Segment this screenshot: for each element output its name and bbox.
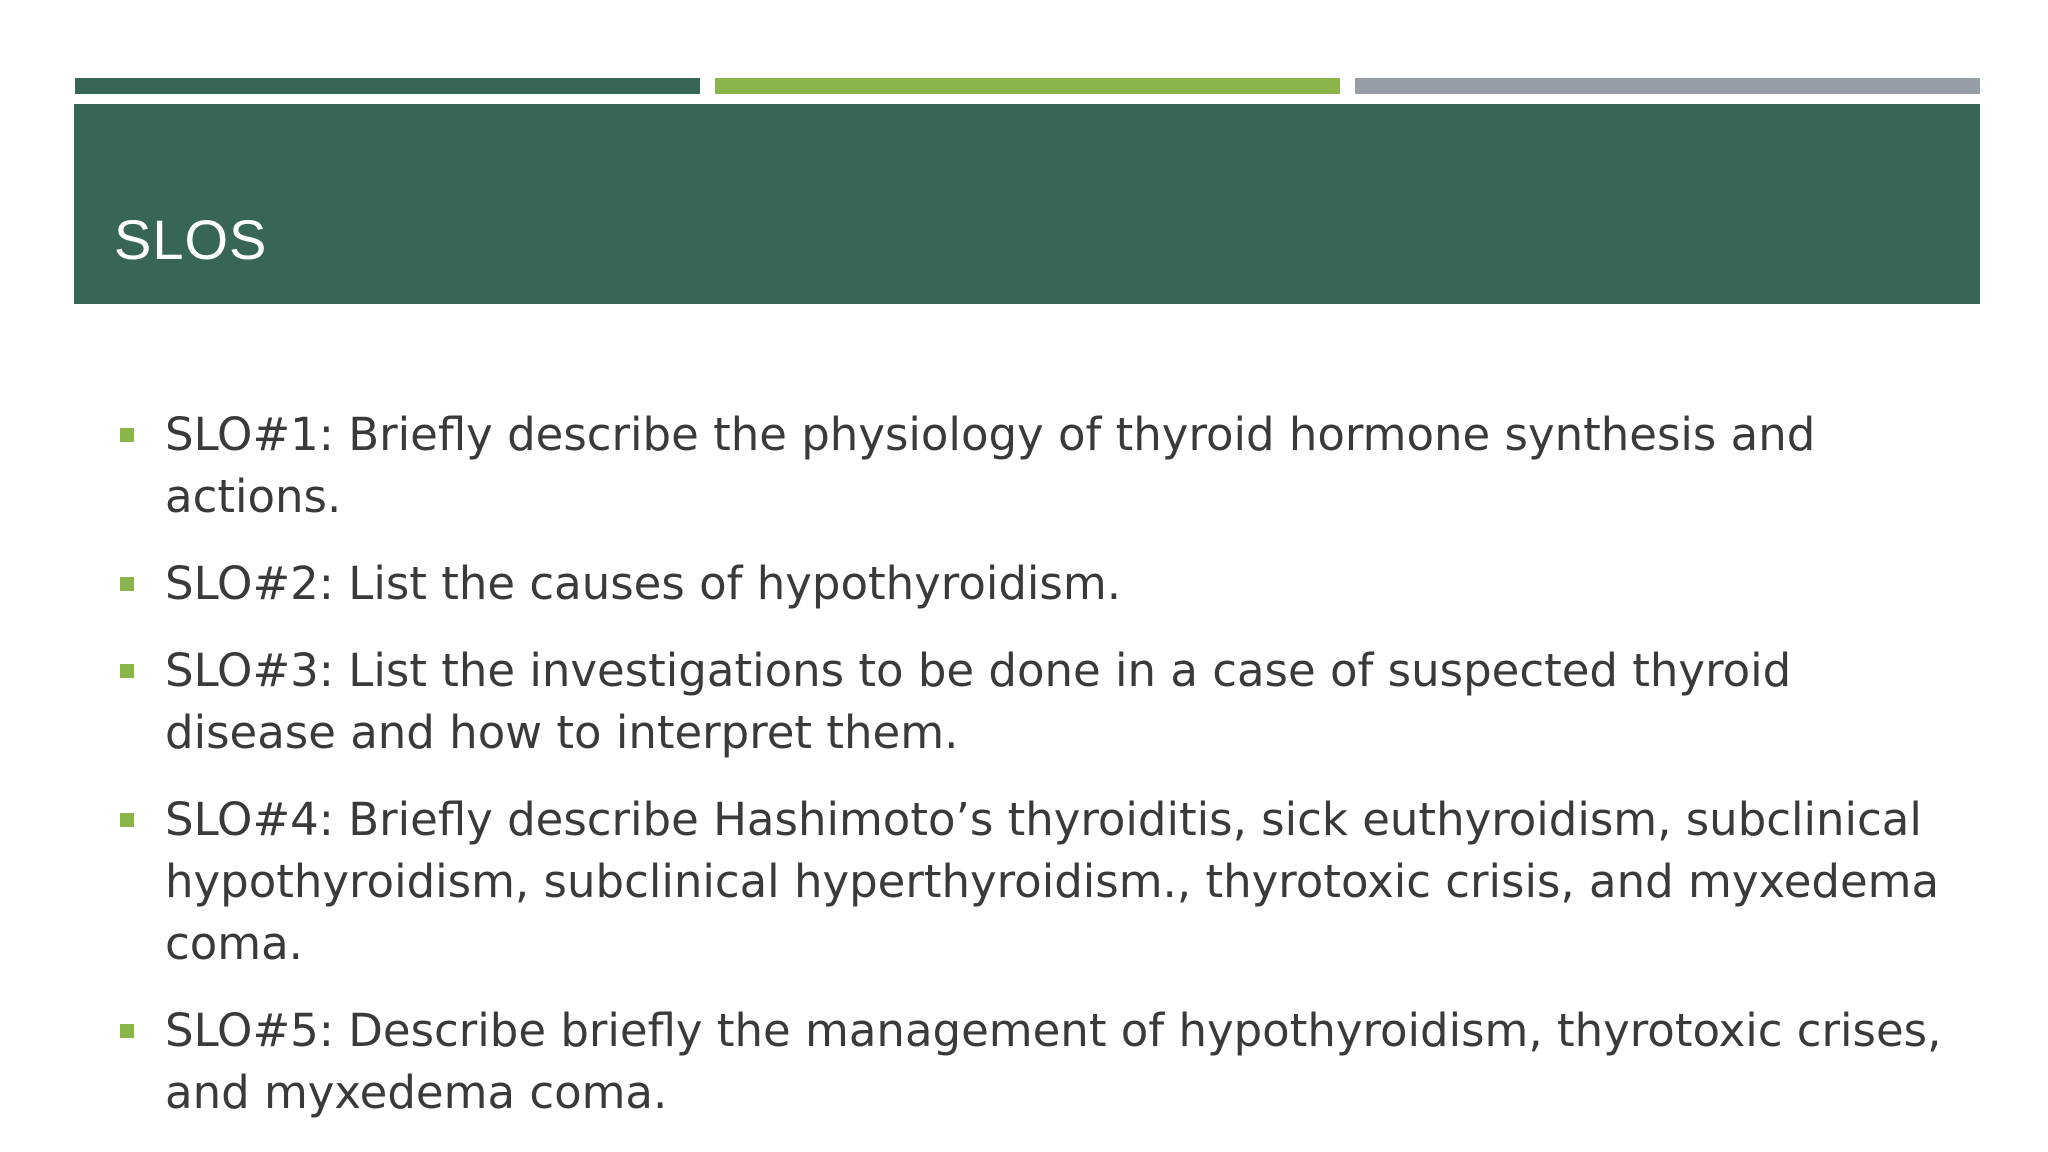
slide-title: SLOS bbox=[114, 208, 268, 271]
bullet-list bbox=[118, 404, 1948, 1149]
square-bullet-icon bbox=[120, 428, 134, 442]
accent-bar-dark-green bbox=[75, 78, 700, 94]
bullet-text: SLO#3: List the investigations to be done in a case of suspected thyroid disease and how to interpret them. bbox=[165, 644, 1792, 759]
bullet-item bbox=[118, 553, 1948, 615]
bullet-text: SLO#2: List the causes of hypothyroidism. bbox=[165, 557, 1122, 610]
bullet-item bbox=[118, 640, 1948, 764]
bullet-text: SLO#5: Describe briefly the management of hypothyroidism, thyrotoxic crises, and myxedema coma. bbox=[165, 1004, 1942, 1119]
bullet-text: SLO#4: Briefly describe Hashimoto’s thyroiditis, sick euthyroidism, subclinical hypothyroidism, subclinical hyperthyroidism., thyrotoxic crisis, and myxedema coma. bbox=[165, 793, 1940, 970]
bullet-item bbox=[118, 1000, 1948, 1124]
square-bullet-icon bbox=[120, 1024, 134, 1038]
square-bullet-icon bbox=[120, 664, 134, 678]
square-bullet-icon bbox=[120, 813, 134, 827]
bullet-item bbox=[118, 789, 1948, 975]
bullet-text: SLO#1: Briefly describe the physiology of thyroid hormone synthesis and actions. bbox=[165, 408, 1816, 523]
accent-bar-gray bbox=[1355, 78, 1980, 94]
bullet-item bbox=[118, 404, 1948, 528]
accent-bar-light-green bbox=[715, 78, 1340, 94]
title-band bbox=[74, 104, 1980, 304]
square-bullet-icon bbox=[120, 577, 134, 591]
